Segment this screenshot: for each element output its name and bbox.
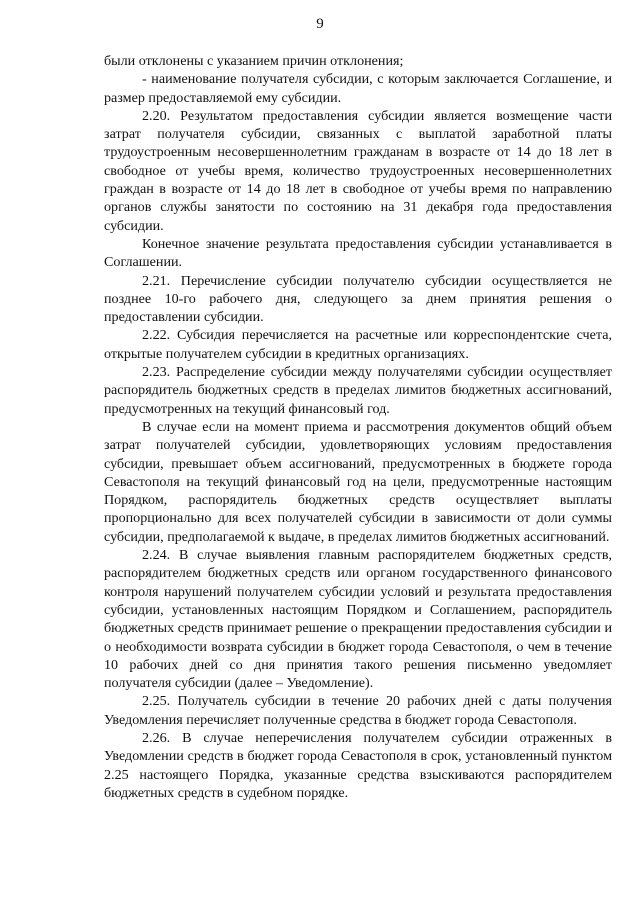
paragraph-2-21: 2.21. Перечисление субсидии получателю субсидии осуществляется не позднее 10-го рабочего дня, следующего за днем принятия решения о предоставлении субсидии. [104,272,612,326]
paragraph-2-24: 2.24. В случае выявления главным распорядителем бюджетных средств, распорядителем бюджетных средств или органом государственного финансового контроля нарушений получателем субсидии условий и результата предоставления субсидии, установленных настоящим Порядком и Соглашением, распорядитель бюджетных средств принимает решение о прекращении предоставления субсидии и о необходимости возврата субсидии в бюджет города Севастополя, о чем в течение 10 рабочих дней со дня принятия такого решения письменно уведомляет получателя субсидии (далее – Уведомление). [104,547,612,692]
paragraph-final-value: Конечное значение результата предоставления субсидии устанавливается в Соглашении. [104,235,612,271]
paragraph-2-22: 2.22. Субсидия перечисляется на расчетные или корреспондентские счета, открытые получателем субсидии в кредитных организациях. [104,327,612,362]
paragraph-2-20: 2.20. Результатом предоставления субсидии является возмещение части затрат получателя субсидии, связанных с выплатой заработной платы трудоустроенным несовершеннолетним гражданам в возрасте от 14 до 18 лет в свободное от учебы время, количество трудоустроенных несовершеннолетних граждан в возрасте от 14 до 18 лет в свободное от учебы время по направлению органов службы занятости по состоянию на 31 декабря года предоставления субсидии. [104,107,612,234]
paragraph-continuation: были отклонены с указанием причин отклонения; [104,53,404,69]
paragraph-list-item: - наименование получателя субсидии, с которым заключается Соглашение, и размер предоставляемой ему субсидии. [104,71,612,106]
document-body [104,52,612,802]
paragraph-proportional-payment: В случае если на момент приема и рассмотрения документов общий объем затрат получателей субсидии, удовлетворяющих условиям предоставления субсидии, превышает объем ассигнований, предусмотренных в бюджете города Севастополя на текущий финансовый год на цели, предусмотренные настоящим Порядком, распорядитель бюджетных средств осуществляет выплаты пропорционально для всех получателей субсидии в зависимости от доли суммы субсидии, предполагаемой к выдаче, в пределах лимитов бюджетных ассигнований. [104,418,612,545]
paragraph-2-26: 2.26. В случае неперечисления получателем субсидии отраженных в Уведомлении средств в бюджет города Севастополя в срок, установленный пунктом 2.25 настоящего Порядка, указанные средства взыскиваются распорядителем бюджетных средств в судебном порядке. [104,729,612,801]
page-number: 9 [316,16,324,32]
paragraph-2-25: 2.25. Получатель субсидии в течение 20 рабочих дней с даты получения Уведомления перечисляет полученные средства в бюджет города Севастополя. [104,693,612,728]
paragraph-2-23: 2.23. Распределение субсидии между получателями субсидии осуществляет распорядитель бюджетных средств в пределах лимитов бюджетных ассигнований, предусмотренных на текущий финансовый год. [104,364,612,417]
